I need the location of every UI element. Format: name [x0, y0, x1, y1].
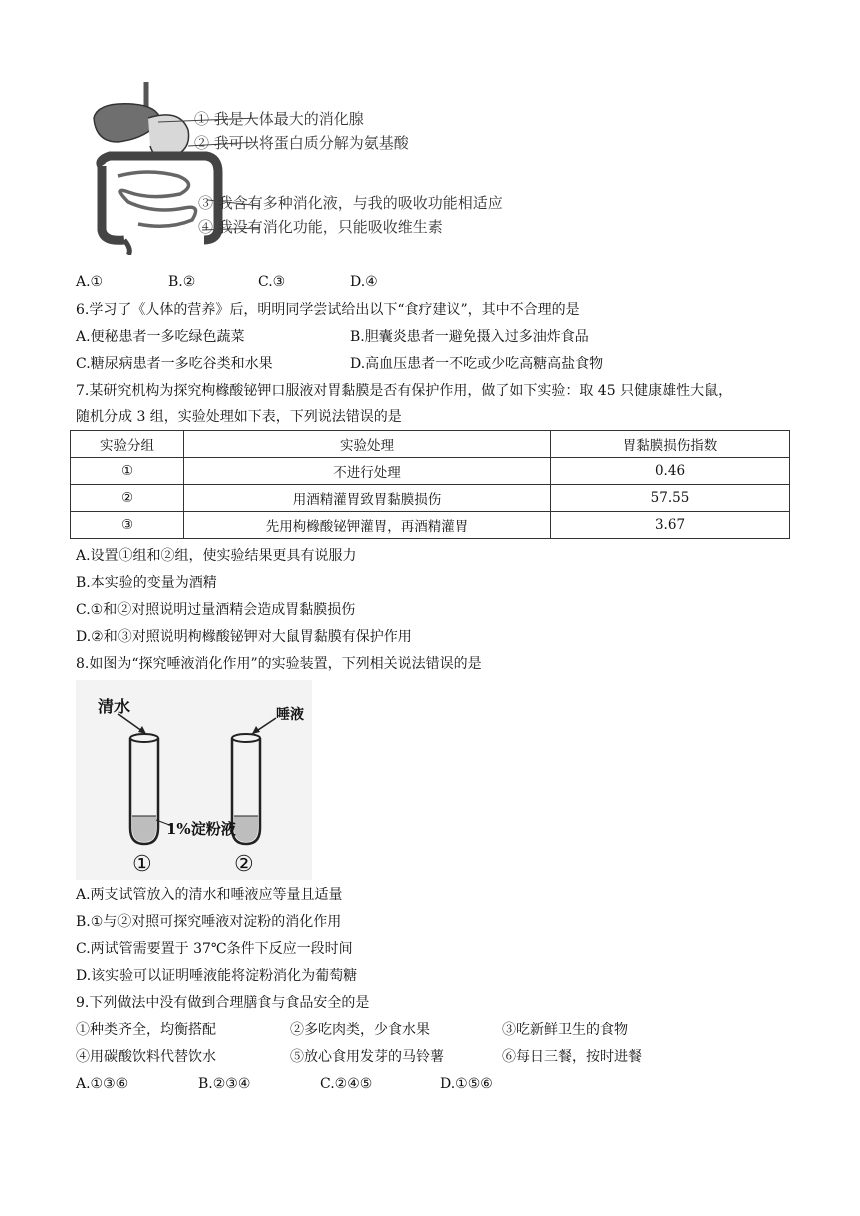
- q9-item-1: ①种类齐全，均衡搭配: [76, 1022, 216, 1038]
- q9-item-6: ⑥每日三餐，按时进餐: [502, 1049, 642, 1065]
- experiment-table: [70, 430, 790, 539]
- q9-option-a[interactable]: A.①③⑥: [76, 1076, 129, 1092]
- q8-option-a[interactable]: A.两支试管放入的清水和唾液应等量且适量: [76, 887, 343, 903]
- table-row: [71, 458, 790, 485]
- q5-option-a[interactable]: A.①: [76, 274, 104, 290]
- figure-label-3: ③ 我含有多种消化液，与我的吸收功能相适应: [198, 194, 503, 212]
- q6-option-b[interactable]: B.胆囊炎患者一避免摄入过多油炸食品: [350, 329, 589, 345]
- tube-2-number: ②: [234, 852, 254, 877]
- q7-stem-line2: 随机分成 3 组，实验处理如下表，下列说法错误的是: [76, 409, 402, 425]
- table-cell: 57.55: [551, 485, 790, 512]
- q8-option-d[interactable]: D.该实验可以证明唾液能将淀粉消化为葡萄糖: [76, 968, 358, 984]
- q9-item-3: ③吃新鲜卫生的食物: [502, 1022, 628, 1038]
- table-cell: 用酒精灌胃致胃黏膜损伤: [184, 485, 551, 512]
- saliva-experiment-figure: [76, 680, 312, 880]
- table-cell: 先用枸橼酸铋钾灌胃，再酒精灌胃: [184, 512, 551, 539]
- digestive-system-figure: [88, 80, 518, 260]
- q8-stem: 8.如图为“探究唾液消化作用”的实验装置，下列相关说法错误的是: [76, 656, 482, 672]
- q9-item-4: ④用碳酸饮料代替饮水: [76, 1049, 216, 1065]
- figure-label-1: ① 我是人体最大的消化腺: [194, 110, 364, 128]
- table-row: [71, 512, 790, 539]
- table-row: [71, 485, 790, 512]
- q9-item-5: ⑤放心食用发芽的马铃薯: [290, 1049, 444, 1065]
- q8-option-b[interactable]: B.①与②对照可探究唾液对淀粉的消化作用: [76, 914, 342, 930]
- q8-option-c[interactable]: C.两试管需要置于 37℃条件下反应一段时间: [76, 941, 353, 957]
- table-cell: 不进行处理: [184, 458, 551, 485]
- table-cell: 3.67: [551, 512, 790, 539]
- label-water: 清水: [98, 697, 131, 716]
- label-saliva: 唾液: [276, 707, 304, 723]
- q6-option-d[interactable]: D.高血压患者一不吃或少吃高糖高盐食物: [350, 356, 604, 372]
- table-cell: 0.46: [551, 458, 790, 485]
- q5-option-d[interactable]: D.④: [350, 274, 378, 290]
- table-cell: ③: [71, 512, 184, 539]
- q9-stem: 9.下列做法中没有做到合理膳食与食品安全的是: [76, 995, 370, 1011]
- q7-option-a[interactable]: A.设置①组和②组，使实验结果更具有说服力: [76, 548, 357, 564]
- q9-option-c[interactable]: C.②④⑤: [320, 1076, 373, 1092]
- test-tubes-illustration: [76, 680, 312, 880]
- table-header-row: [71, 431, 790, 458]
- table-header: 胃黏膜损伤指数: [551, 431, 790, 458]
- table-header: 实验处理: [184, 431, 551, 458]
- q7-option-b[interactable]: B.本实验的变量为酒精: [76, 575, 217, 591]
- q5-option-c[interactable]: C.③: [258, 274, 286, 290]
- table-header: 实验分组: [71, 431, 184, 458]
- q9-option-d[interactable]: D.①⑤⑥: [440, 1076, 493, 1092]
- table-cell: ②: [71, 485, 184, 512]
- q6-stem: 6.学习了《人体的营养》后，明明同学尝试给出以下“食疗建议”，其中不合理的是: [76, 302, 580, 318]
- figure-label-2: ② 我可以将蛋白质分解为氨基酸: [194, 134, 409, 152]
- tube-1-number: ①: [132, 852, 152, 877]
- table-cell: ①: [71, 458, 184, 485]
- q6-option-c[interactable]: C.糖尿病患者一多吃谷类和水果: [76, 356, 273, 372]
- q6-option-a[interactable]: A.便秘患者一多吃绿色蔬菜: [76, 329, 245, 345]
- label-starch: 1%淀粉液: [166, 820, 236, 838]
- q7-option-d[interactable]: D.②和③对照说明枸橼酸铋钾对大鼠胃黏膜有保护作用: [76, 629, 412, 645]
- q9-item-2: ②多吃肉类，少食水果: [290, 1022, 430, 1038]
- q7-option-c[interactable]: C.①和②对照说明过量酒精会造成胃黏膜损伤: [76, 602, 356, 618]
- q9-option-b[interactable]: B.②③④: [198, 1076, 251, 1092]
- figure-label-4: ④ 我没有消化功能，只能吸收维生素: [198, 218, 443, 236]
- q5-option-b[interactable]: B.②: [168, 274, 196, 290]
- q7-stem-line1: 7.某研究机构为探究枸橼酸铋钾口服液对胃黏膜是否有保护作用，做了如下实验：取 45 只健康雄性大鼠，: [76, 383, 733, 399]
